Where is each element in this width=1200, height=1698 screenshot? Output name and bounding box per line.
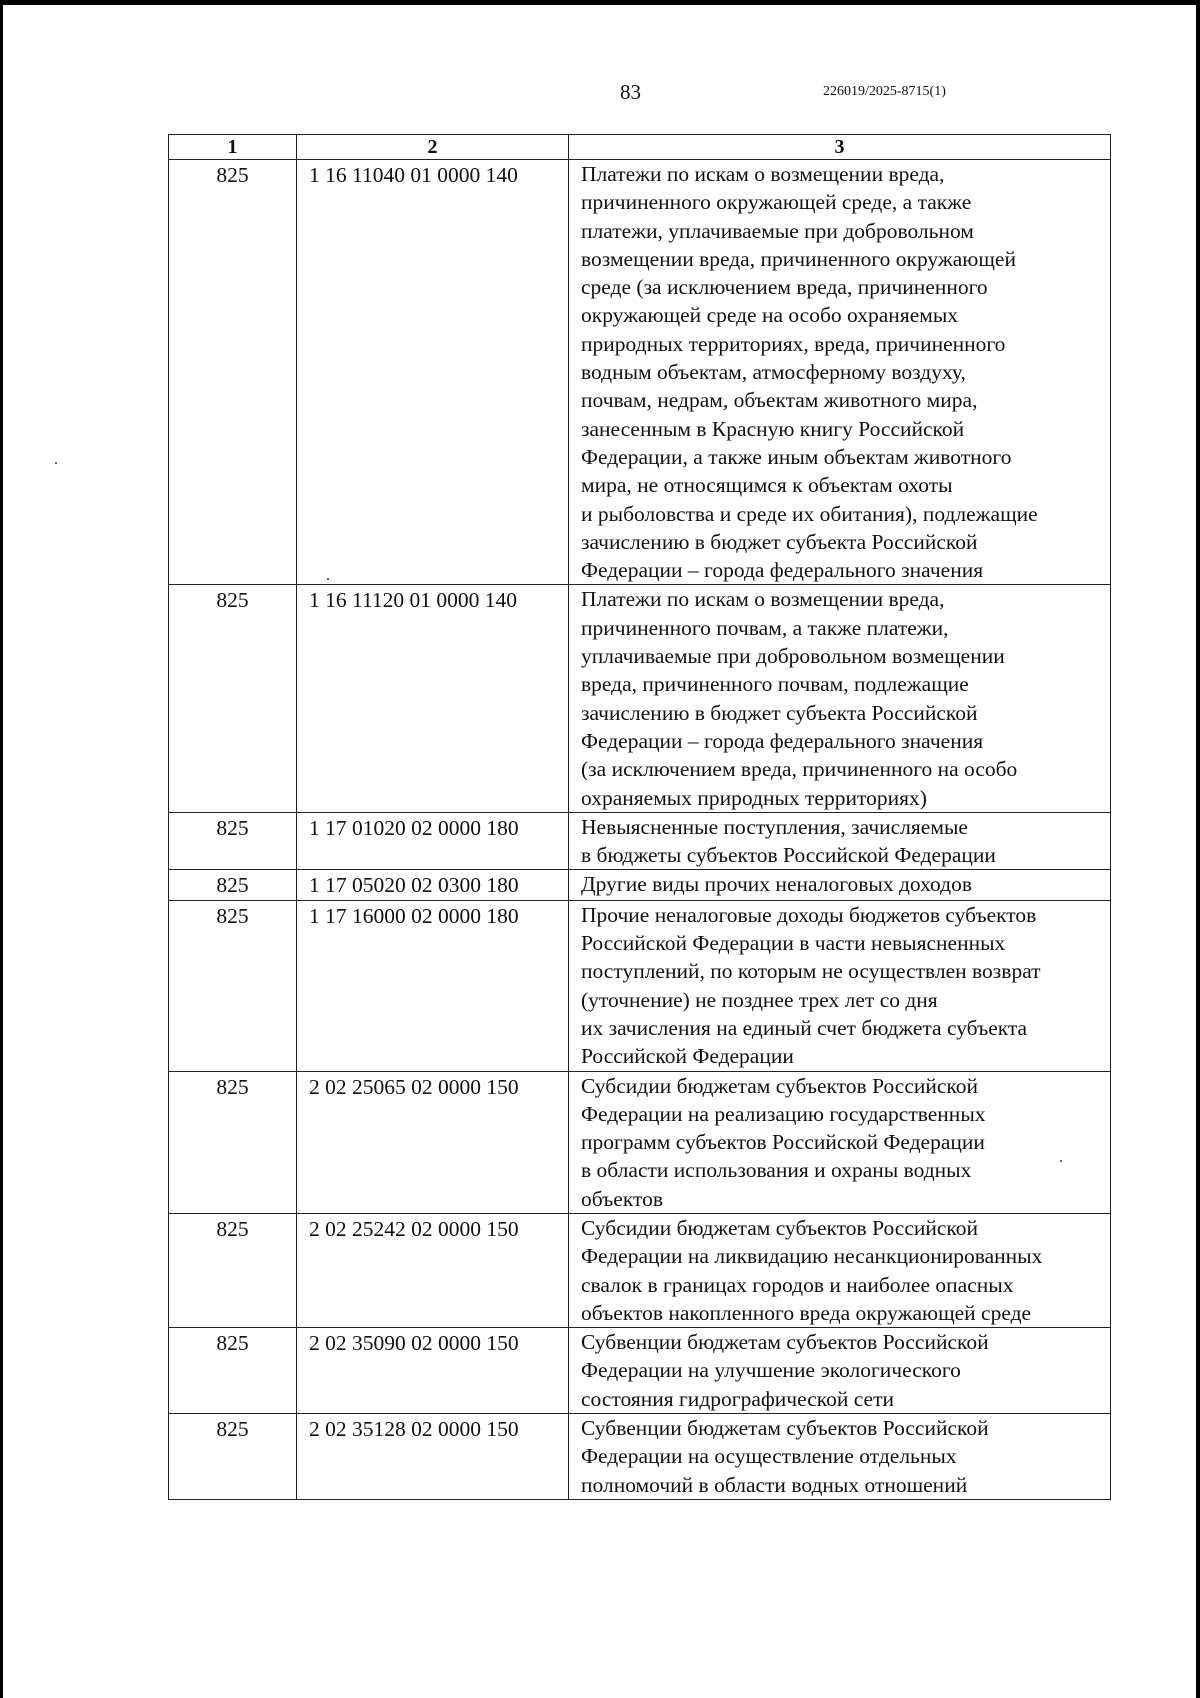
- admin-code-cell: 825: [169, 900, 297, 1071]
- admin-code-cell: 825: [169, 1071, 297, 1213]
- description-line: Федерации на реализацию государственных: [581, 1101, 986, 1126]
- description-line: в бюджеты субъектов Российской Федерации: [581, 843, 996, 868]
- description-line: состояния гидрографической сети: [581, 1386, 894, 1411]
- admin-code-cell: 825: [169, 1328, 297, 1414]
- table-row: [169, 585, 1111, 812]
- document-id: 226019/2025-8715(1): [823, 84, 946, 99]
- description-line: Российской Федерации в части невыясненных: [581, 931, 1006, 956]
- table-row: [169, 1414, 1111, 1500]
- description-line: Федерации на ликвидацию несанкционированных: [581, 1244, 1043, 1269]
- description-line: Невыясненные поступления, зачисляемые: [581, 814, 968, 839]
- admin-code-cell: 825: [169, 585, 297, 812]
- description-line: мира, не относящимся к объектам охоты: [581, 473, 953, 498]
- description-line: объектов: [581, 1186, 663, 1211]
- description-line: полномочий в области водных отношений: [581, 1472, 968, 1497]
- description-line: водным объектам, атмосферному воздуху,: [581, 360, 966, 385]
- description-line: причиненного окружающей среде, а также: [581, 190, 972, 215]
- description-cell: [569, 900, 1111, 1071]
- revenue-code-cell: 1 17 16000 02 0000 180: [297, 900, 569, 1071]
- description-line: вреда, причиненного почвам, подлежащие: [581, 672, 969, 697]
- admin-code-cell: 825: [169, 160, 297, 585]
- description-cell: [569, 585, 1111, 812]
- description-line: охраняемых природных территориях): [581, 785, 927, 810]
- page-number: 83: [620, 80, 641, 104]
- description-line: платежи, уплачиваемые при добровольном: [581, 218, 974, 243]
- admin-code-cell: 825: [169, 812, 297, 870]
- description-line: окружающей среде на особо охраняемых: [581, 303, 959, 328]
- description-line: Субсидии бюджетам субъектов Российской: [581, 1215, 979, 1240]
- description-line: Субвенции бюджетам субъектов Российской: [581, 1330, 989, 1355]
- description-cell: [569, 1414, 1111, 1500]
- description-line: поступлений, по которым не осуществлен возврат: [581, 959, 1041, 984]
- description-cell: [569, 1328, 1111, 1414]
- description-line: среде (за исключением вреда, причиненного: [581, 275, 988, 300]
- revenue-code-cell: 1 16 11120 01 0000 140: [297, 585, 569, 812]
- description-line: в области использования и охраны водных: [581, 1158, 972, 1183]
- revenue-code-cell: 1 17 01020 02 0000 180: [297, 812, 569, 870]
- description-line: природных территориях, вреда, причиненного: [581, 331, 1006, 356]
- revenue-code-cell: 2 02 35090 02 0000 150: [297, 1328, 569, 1414]
- description-line: почвам, недрам, объектам животного мира,: [581, 388, 978, 413]
- description-line: Федерации – города федерального значения: [581, 558, 984, 583]
- table-row: [169, 1328, 1111, 1414]
- description-cell: [569, 870, 1111, 900]
- table-row: [169, 160, 1111, 585]
- description-line: уплачиваемые при добровольном возмещении: [581, 644, 1005, 669]
- revenue-code-cell: 2 02 25242 02 0000 150: [297, 1213, 569, 1327]
- description-line: Федерации – города федерального значения: [581, 728, 984, 753]
- table-row: [169, 1071, 1111, 1213]
- description-line: зачислению в бюджет субъекта Российской: [581, 529, 978, 554]
- revenue-code-cell: 1 17 05020 02 0300 180: [297, 870, 569, 900]
- description-line: занесенным в Красную книгу Российской: [581, 416, 965, 441]
- scan-speck: [327, 578, 329, 580]
- description-line: возмещении вреда, причиненного окружающей: [581, 246, 1016, 271]
- description-line: Платежи по искам о возмещении вреда,: [581, 587, 945, 612]
- scan-speck: [1060, 1160, 1062, 1162]
- description-line: Другие виды прочих неналоговых доходов: [581, 872, 973, 897]
- revenue-code-cell: 1 16 11040 01 0000 140: [297, 160, 569, 585]
- column-header-3: 3: [569, 135, 1111, 160]
- description-line: (уточнение) не позднее трех лет со дня: [581, 987, 938, 1012]
- revenue-code-cell: 2 02 35128 02 0000 150: [297, 1414, 569, 1500]
- description-line: свалок в границах городов и наиболее опасных: [581, 1272, 1014, 1297]
- description-line: и рыболовства и среде их обитания), подлежащие: [581, 501, 1038, 526]
- table-row: [169, 900, 1111, 1071]
- description-cell: [569, 160, 1111, 585]
- description-cell: [569, 1213, 1111, 1327]
- admin-code-cell: 825: [169, 870, 297, 900]
- scan-speck: [55, 462, 57, 464]
- description-line: (за исключением вреда, причиненного на особо: [581, 757, 1018, 782]
- admin-code-cell: 825: [169, 1414, 297, 1500]
- description-line: Федерации на улучшение экологического: [581, 1358, 961, 1383]
- description-line: зачислению в бюджет субъекта Российской: [581, 700, 978, 725]
- table-row: [169, 870, 1111, 900]
- description-cell: [569, 812, 1111, 870]
- description-line: Российской Федерации: [581, 1044, 794, 1069]
- revenue-codes-table: [168, 134, 1111, 1500]
- column-header-2: 2: [297, 135, 569, 160]
- description-line: Субвенции бюджетам субъектов Российской: [581, 1416, 989, 1441]
- description-line: причиненного почвам, а также платежи,: [581, 615, 949, 640]
- description-line: программ субъектов Российской Федерации: [581, 1130, 985, 1155]
- column-header-1: 1: [169, 135, 297, 160]
- table-body: [169, 160, 1111, 1500]
- description-line: Федерации на осуществление отдельных: [581, 1444, 957, 1469]
- table-header-row: [169, 135, 1111, 160]
- revenue-code-cell: 2 02 25065 02 0000 150: [297, 1071, 569, 1213]
- table-row: [169, 812, 1111, 870]
- description-cell: [569, 1071, 1111, 1213]
- admin-code-cell: 825: [169, 1213, 297, 1327]
- description-line: Субсидии бюджетам субъектов Российской: [581, 1073, 979, 1098]
- description-line: Прочие неналоговые доходы бюджетов субъектов: [581, 902, 1037, 927]
- description-line: Федерации, а также иным объектам животного: [581, 444, 1012, 469]
- description-line: их зачисления на единый счет бюджета субъекта: [581, 1015, 1028, 1040]
- description-line: объектов накопленного вреда окружающей среде: [581, 1300, 1032, 1325]
- table-row: [169, 1213, 1111, 1327]
- description-line: Платежи по искам о возмещении вреда,: [581, 162, 945, 186]
